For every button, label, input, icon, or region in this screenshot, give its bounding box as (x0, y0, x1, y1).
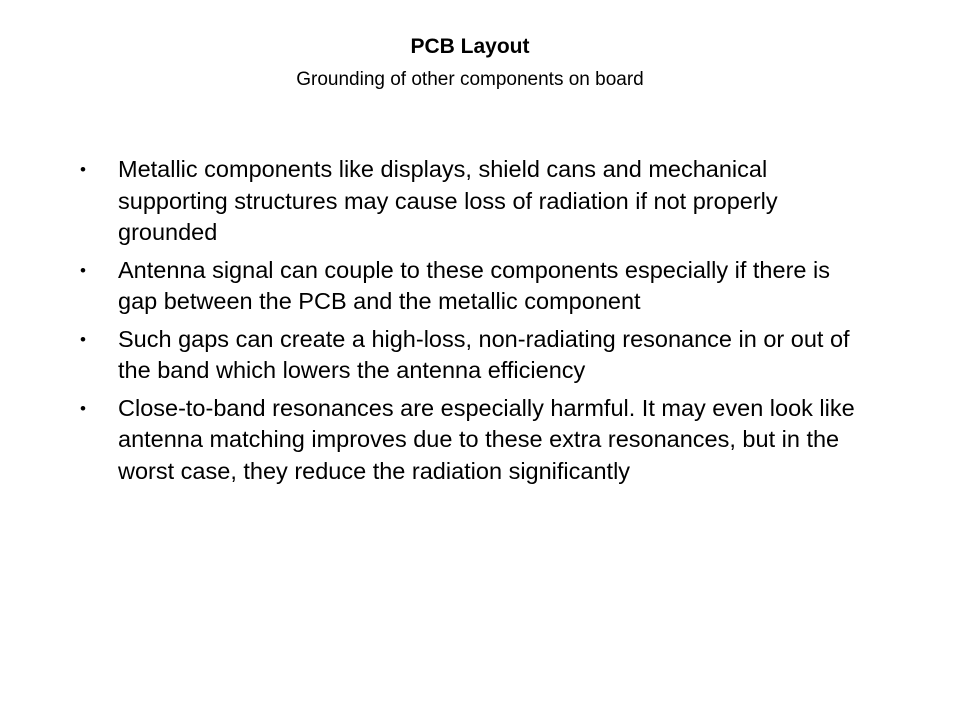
slide-subtitle: Grounding of other components on board (296, 69, 644, 90)
bullet-item (80, 154, 870, 249)
bullet-icon: • (80, 160, 86, 179)
bullet-text: Close-to-band resonances are especially harmful. It may even look like antenna matching improves due to these extra resonances, but in the worst case, they reduce the radiation significantly (118, 394, 855, 484)
bullet-text: Such gaps can create a high-loss, non-radiating resonance in or out of the band which lowers the antenna efficiency (118, 325, 850, 383)
bullet-icon: • (80, 398, 86, 418)
bullet-icon: • (80, 329, 86, 349)
bullet-text: Antenna signal can couple to these components especially if there is gap between the PCB and the metallic component (118, 256, 830, 314)
bullet-icon: • (80, 260, 86, 280)
bullet-text: Metallic components like displays, shield cans and mechanical supporting structures may cause loss of radiation if not properly grounded (118, 156, 778, 245)
bullet-item (80, 393, 870, 488)
bullet-item (80, 255, 870, 318)
slide-title: PCB Layout (410, 35, 530, 58)
bullet-list (80, 154, 870, 493)
bullet-item (80, 324, 870, 387)
